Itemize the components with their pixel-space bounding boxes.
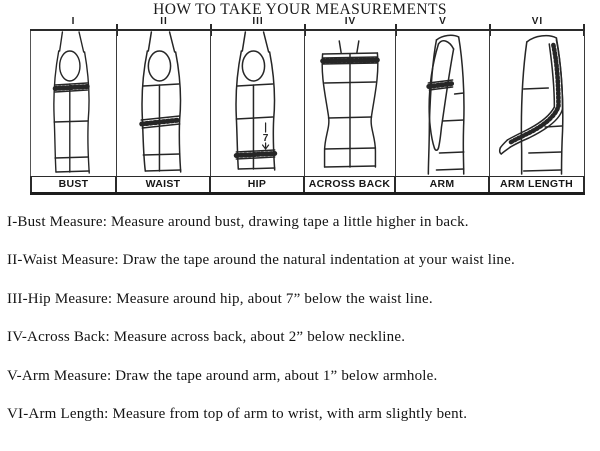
column-label-hip: HIP — [211, 177, 305, 192]
figure-panel-bust — [30, 31, 117, 176]
instruction-bust: I-Bust Measure: Measure around bust, drawing tape a little higher in back. — [7, 214, 469, 230]
hip-figure-illustration — [211, 31, 304, 176]
column-numeral-arm-length: VI — [531, 16, 544, 27]
figure-panel-arm — [396, 31, 490, 176]
column-labels-row — [30, 176, 585, 195]
figure-panel-waist — [117, 31, 211, 176]
column-numeral-hip: III — [252, 16, 264, 27]
column-label-arm-length: ARM LENGTH — [490, 177, 585, 192]
column-label-waist: WAIST — [117, 177, 211, 192]
waist-figure-illustration — [117, 31, 210, 176]
figure-panel-across-back — [305, 31, 396, 176]
column-numeral-arm: V — [439, 16, 447, 27]
figure-panel-hip — [211, 31, 305, 176]
measurement-diagram — [30, 13, 585, 195]
instruction-waist: II-Waist Measure: Draw the tape around the natural indentation at your waist line. — [7, 252, 515, 268]
column-numeral-across-back: IV — [344, 16, 357, 27]
column-label-bust: BUST — [30, 177, 117, 192]
hip-depth-annotation: 7 — [262, 133, 269, 144]
column-numeral-bust: I — [71, 16, 76, 27]
arm-length-figure-illustration — [490, 31, 584, 176]
column-label-arm: ARM — [396, 177, 490, 192]
column-label-across-back: ACROSS BACK — [305, 177, 396, 192]
figures-row — [30, 31, 585, 176]
instruction-arm: V-Arm Measure: Draw the tape around arm, about 1” below armhole. — [7, 368, 438, 384]
column-numeral-waist: II — [160, 16, 168, 27]
instruction-hip: III-Hip Measure: Measure around hip, about 7” below the waist line. — [7, 291, 433, 307]
page-title: HOW TO TAKE YOUR MEASUREMENTS — [153, 1, 447, 18]
figure-panel-arm-length — [490, 31, 585, 176]
instruction-arm-length: VI-Arm Length: Measure from top of arm to wrist, with arm slightly bent. — [7, 406, 468, 422]
instruction-across-back: IV-Across Back: Measure across back, about 2” below neckline. — [7, 329, 406, 345]
arm-figure-illustration — [396, 31, 489, 176]
bust-figure-illustration — [31, 31, 116, 176]
across-back-figure-illustration — [305, 31, 395, 176]
column-numerals-row — [30, 13, 585, 29]
